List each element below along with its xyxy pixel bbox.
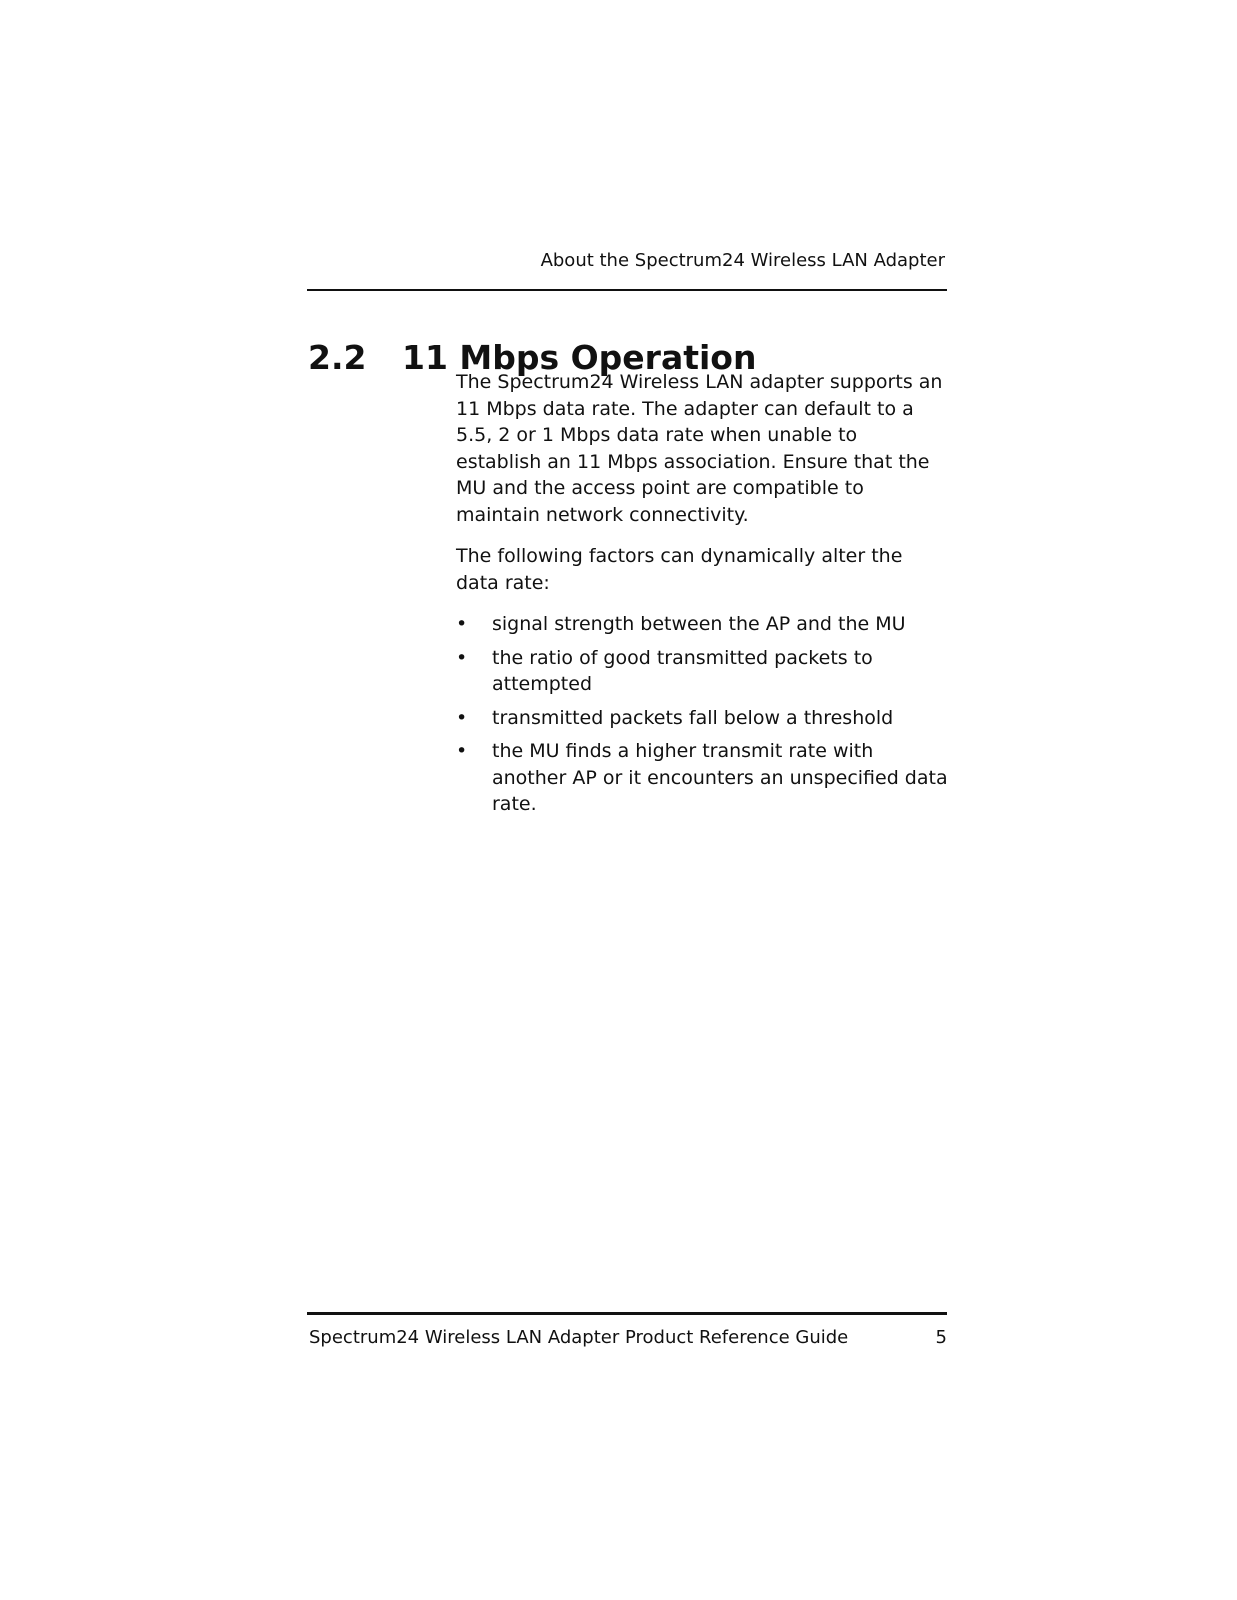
footer-title: Spectrum24 Wireless LAN Adapter Product Reference Guide [309,1327,849,1348]
bullet-icon: • [456,740,468,762]
factors-list [456,611,948,818]
list-item-text: transmitted packets fall below a threshold [492,706,894,729]
bullet-icon: • [456,706,468,729]
bullet-icon: • [456,613,468,635]
footer-rule [307,1312,947,1315]
list-item [456,645,948,698]
bullet-icon: • [456,646,468,669]
list-item-text: the ratio of good transmitted packets to attempted [492,646,873,695]
page-number: 5 [935,1327,947,1348]
list-item [456,738,948,818]
section-title: 11 Mbps Operation [402,338,757,378]
intro-paragraph: The Spectrum24 Wireless LAN adapter supports an 11 Mbps data rate. The adapter can default to a 5.5, 2 or 1 Mbps data rate when unable to establish an 11 Mbps association. Ensure that the MU and the access point are compatible to maintain network connectivity. [456,371,943,526]
section-number: 2.2 [308,338,367,378]
header-rule [307,289,947,291]
list-item [456,705,948,732]
list-item-text: signal strength between the AP and the MU [492,613,906,635]
list-item-text: the MU finds a higher transmit rate with another AP or it encounters an unspecified data rate. [492,740,948,815]
list-item [456,611,948,638]
body-text [456,369,948,825]
running-header: About the Spectrum24 Wireless LAN Adapter [540,250,945,271]
factors-paragraph: The following factors can dynamically alter the data rate: [456,545,903,594]
